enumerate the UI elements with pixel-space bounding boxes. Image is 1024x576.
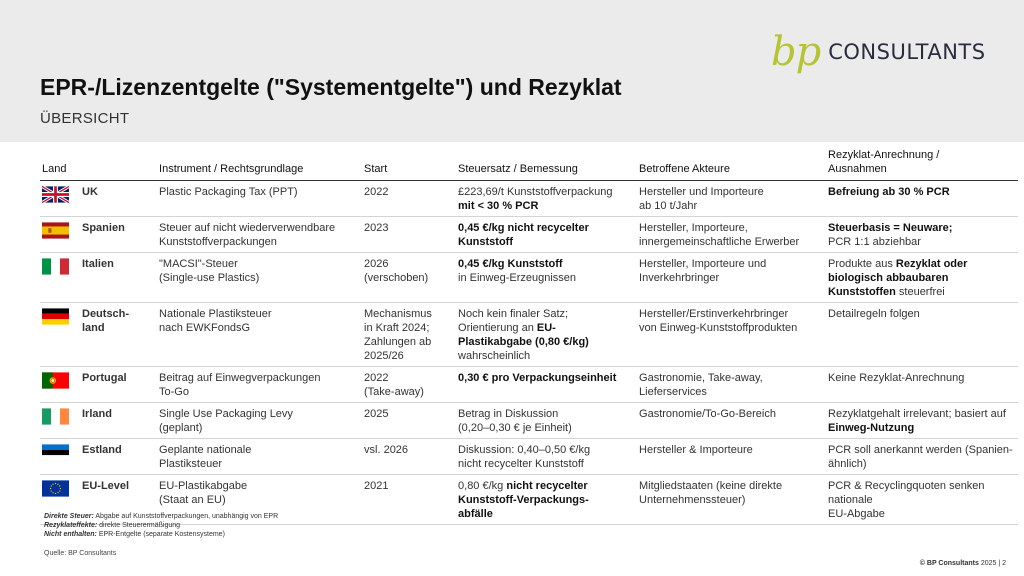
cell-instrument: Plastic Packaging Tax (PPT)	[157, 181, 362, 217]
footnote-item	[44, 521, 278, 530]
rezyklat-b1: Befreiung ab 30 % PCR	[828, 186, 950, 198]
ireland-flag-icon	[42, 408, 78, 425]
cell-start: Mechanismus in Kraft 2024; Zahlungen ab 2025/26	[362, 303, 456, 367]
table-row	[40, 303, 1018, 367]
col-header-instrument: Instrument / Rechtsgrundlage	[157, 146, 362, 181]
portugal-flag-icon	[42, 372, 78, 389]
col-header-rezyklat-line2: Ausnahmen	[828, 163, 887, 175]
rezyklat-p1: Produkte aus	[828, 258, 896, 270]
germany-flag-icon	[42, 308, 78, 325]
rezyklat-b1: Rezyklat oder biologisch abbaubaren Kunststoffen	[828, 258, 968, 298]
uk-flag-icon	[42, 186, 78, 203]
cell-land: Spanien	[80, 217, 157, 253]
cell-steuersatz	[456, 181, 637, 217]
steuersatz-p1: 0,80 €/kg	[458, 480, 507, 492]
spain-flag-icon	[42, 222, 78, 239]
rezyklat-b1: Steuerbasis = Neuware;	[828, 222, 953, 234]
flag-cell	[40, 403, 80, 439]
col-header-steuersatz: Steuersatz / Bemessung	[456, 146, 637, 181]
flag-cell	[40, 439, 80, 475]
steuersatz-p1: Noch kein finaler Satz; Orientierung an	[458, 308, 569, 334]
cell-rezyklat	[826, 367, 1018, 403]
cell-instrument: Steuer auf nicht wiederverwendbare Kunststoffverpackungen	[157, 217, 362, 253]
cell-rezyklat	[826, 439, 1018, 475]
table-row	[40, 439, 1018, 475]
cell-land: Irland	[80, 403, 157, 439]
cell-rezyklat	[826, 303, 1018, 367]
rezyklat-p1: Detailregeln folgen	[828, 308, 920, 320]
rezyklat-p1: PCR 1:1 abziehbar	[828, 236, 921, 248]
cell-instrument: EU-Plastikabgabe (Staat an EU)	[157, 475, 362, 525]
cell-instrument: Beitrag auf Einwegverpackungen To-Go	[157, 367, 362, 403]
flag-cell	[40, 181, 80, 217]
footnote-value: direkte Steuerermäßigung	[97, 522, 181, 529]
col-header-rezyklat	[826, 146, 1018, 181]
flag-cell	[40, 367, 80, 403]
page-subtitle: ÜBERSICHT	[40, 110, 130, 127]
rezyklat-p1: PCR soll anerkannt werden (Spanien- ähnlich)	[828, 444, 1013, 470]
flag-cell	[40, 217, 80, 253]
rezyklat-p1: Rezyklatgehalt irrelevant; basiert auf	[828, 408, 1006, 420]
table-row	[40, 181, 1018, 217]
cell-start: 2023	[362, 217, 456, 253]
copyright	[920, 560, 1006, 567]
steuersatz-p1: in Einweg-Erzeugnissen	[458, 272, 577, 284]
rezyklat-b1: Einweg-Nutzung	[828, 422, 915, 434]
cell-rezyklat	[826, 475, 1018, 525]
footnote-key: Direkte Steuer:	[44, 513, 94, 520]
footnote-value: EPR-Entgelte (separate Kostensysteme)	[96, 531, 225, 538]
cell-start: 2022	[362, 181, 456, 217]
cell-steuersatz	[456, 403, 637, 439]
table-row	[40, 217, 1018, 253]
cell-steuersatz	[456, 253, 637, 303]
flag-cell	[40, 253, 80, 303]
page-title: EPR-/Lizenzentgelte ("Systementgelte") und Rezyklat	[40, 74, 622, 100]
copyright-rest: 2025 | 2	[978, 560, 1006, 567]
col-header-akteure: Betroffene Akteure	[637, 146, 826, 181]
footnotes	[44, 512, 278, 539]
steuersatz-p1: Betrag in Diskussion (0,20–0,30 € je Einheit)	[458, 408, 572, 434]
logo-text: CONSULTANTS	[828, 40, 986, 64]
cell-land: Portugal	[80, 367, 157, 403]
source-note: Quelle: BP Consultants	[44, 550, 117, 557]
table-row	[40, 367, 1018, 403]
steuersatz-b1: EU- Plastikabgabe (0,80 €/kg)	[458, 322, 589, 348]
estonia-flag-icon	[42, 444, 78, 461]
cell-land: Deutsch- land	[80, 303, 157, 367]
steuersatz-b1: 0,45 €/kg Kunststoff	[458, 258, 563, 270]
cell-akteure: Mitgliedstaaten (keine direkte Unternehmenssteuer)	[637, 475, 826, 525]
cell-start: 2025	[362, 403, 456, 439]
copyright-owner: © BP Consultants	[919, 560, 979, 567]
steuersatz-b1: 0,30 € pro Verpackungseinheit	[458, 372, 617, 384]
rezyklat-p1: Keine Rezyklat-Anrechnung	[828, 372, 965, 384]
cell-akteure: Hersteller/Erstinverkehrbringer von Einweg-Kunststoffprodukten	[637, 303, 826, 367]
cell-akteure: Gastronomie, Take-away, Lieferservices	[637, 367, 826, 403]
cell-steuersatz	[456, 475, 637, 525]
steuersatz-p2: wahrscheinlich	[458, 350, 531, 362]
cell-akteure: Hersteller und Importeure ab 10 t/Jahr	[637, 181, 826, 217]
cell-land: UK	[80, 181, 157, 217]
table-row	[40, 403, 1018, 439]
footnote-key: Rezyklateffekte:	[44, 522, 98, 529]
logo	[771, 30, 986, 74]
col-header-rezyklat-line1: Rezyklat-Anrechnung /	[828, 149, 940, 161]
eu-flag-icon	[42, 480, 78, 497]
footnote-item	[44, 512, 278, 521]
steuersatz-b1: nicht recycelter Kunststoff-Verpackungs- abfälle	[458, 480, 589, 520]
overview-table	[40, 146, 1018, 525]
cell-akteure: Hersteller & Importeure	[637, 439, 826, 475]
steuersatz-b1: 0,45 €/kg nicht recycelter Kunststoff	[458, 222, 589, 248]
cell-start: 2022 (Take-away)	[362, 367, 456, 403]
italy-flag-icon	[42, 258, 78, 275]
footnote-key: Nicht enthalten:	[44, 531, 97, 538]
cell-instrument: Geplante nationale Plastiksteuer	[157, 439, 362, 475]
footnote-value: Abgabe auf Kunststoffverpackungen, unabhängig von EPR	[93, 513, 279, 520]
cell-steuersatz	[456, 439, 637, 475]
steuersatz-p1: Diskussion: 0,40–0,50 €/kg nicht recycelter Kunststoff	[458, 444, 591, 470]
col-header-land: Land	[40, 146, 157, 181]
cell-steuersatz	[456, 303, 637, 367]
table-row	[40, 253, 1018, 303]
cell-land: EU-Level	[80, 475, 157, 525]
flag-cell	[40, 303, 80, 367]
cell-land: Estland	[80, 439, 157, 475]
col-header-start: Start	[362, 146, 456, 181]
cell-steuersatz	[456, 367, 637, 403]
cell-rezyklat	[826, 181, 1018, 217]
rezyklat-p2: steuerfrei	[895, 286, 945, 298]
cell-rezyklat	[826, 403, 1018, 439]
steuersatz-p1: £223,69/t Kunststoffverpackung	[458, 186, 613, 198]
cell-akteure: Hersteller, Importeure und Inverkehrbringer	[637, 253, 826, 303]
cell-land: Italien	[80, 253, 157, 303]
cell-start: vsl. 2026	[362, 439, 456, 475]
steuersatz-b1: mit < 30 % PCR	[458, 200, 539, 212]
cell-start: 2021	[362, 475, 456, 525]
cell-start: 2026 (verschoben)	[362, 253, 456, 303]
cell-rezyklat	[826, 253, 1018, 303]
cell-instrument: Single Use Packaging Levy (geplant)	[157, 403, 362, 439]
rezyklat-p1: PCR & Recyclingquoten senken nationale EU-Abgabe	[828, 480, 985, 520]
cell-akteure: Hersteller, Importeure, innergemeinschaftliche Erwerber	[637, 217, 826, 253]
table-header-row	[40, 146, 1018, 181]
cell-steuersatz	[456, 217, 637, 253]
cell-instrument: Nationale Plastiksteuer nach EWKFondsG	[157, 303, 362, 367]
logo-mark: bp	[771, 29, 821, 75]
cell-akteure: Gastronomie/To-Go-Bereich	[637, 403, 826, 439]
footnote-item	[44, 530, 278, 539]
cell-rezyklat	[826, 217, 1018, 253]
cell-instrument: "MACSI"-Steuer (Single-use Plastics)	[157, 253, 362, 303]
